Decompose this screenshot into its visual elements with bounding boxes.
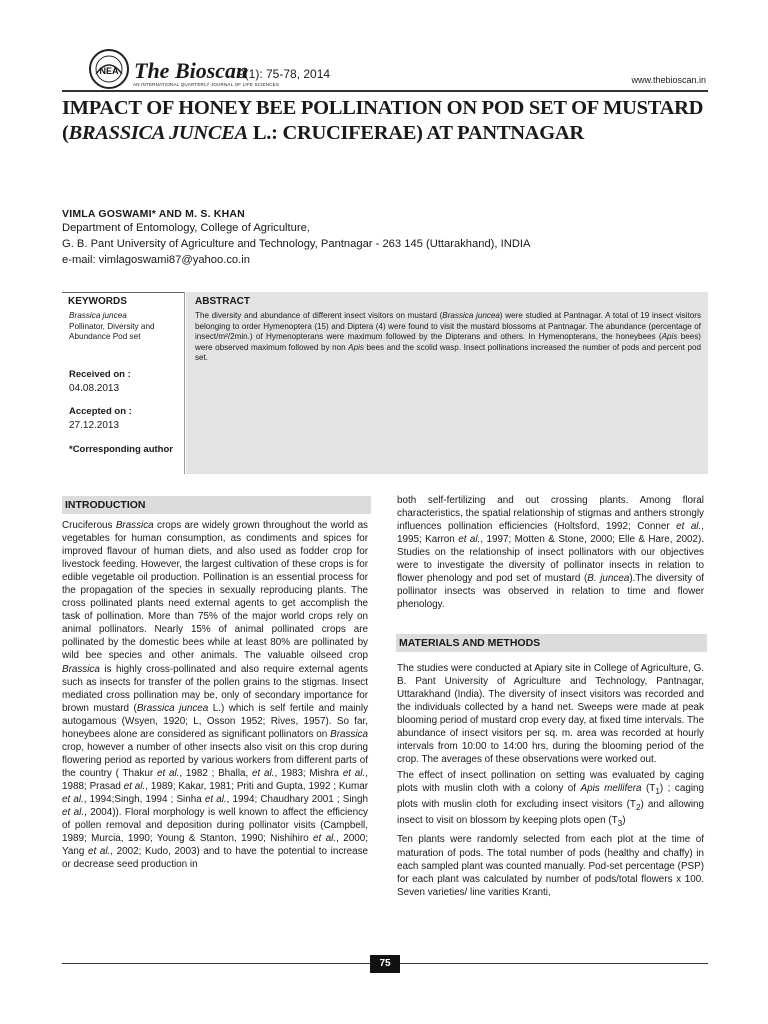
authors: VIMLA GOSWAMI* AND M. S. KHAN <box>62 208 245 220</box>
affiliation-university: G. B. Pant University of Agriculture and Technology, Pantnagar - 263 145 (Uttarakhand), INDIA <box>62 238 531 250</box>
accepted-date: 27.12.2013 <box>69 420 120 431</box>
received-date: 04.08.2013 <box>69 383 120 394</box>
section-heading-introduction: INTRODUCTION <box>62 496 371 514</box>
keywords-heading: KEYWORDS <box>68 296 127 307</box>
author-email[interactable]: e-mail: vimlagoswami87@yahoo.co.in <box>62 254 250 266</box>
journal-issue: 9(1): 75-78, 2014 <box>238 67 331 81</box>
journal-website[interactable]: www.thebioscan.in <box>631 75 706 85</box>
section-heading-materials-methods: MATERIALS AND METHODS <box>396 634 707 652</box>
article-title: IMPACT OF HONEY BEE POLLINATION ON POD SET OF MUSTARD (BRASSICA JUNCEA L.: CRUCIFERAE) AT PANTNAGAR <box>62 97 704 144</box>
abstract-text: The diversity and abundance of different insect visitors on mustard (Brassica juncea) were studied at Pantnagar. A total of 19 insect visitors belonging to order Hymenoptera (15) and Diptera (4) were found to visit the mustard blossoms at Pantnagar. The abundance (percentage of insect/m²/2min.) of Hymenopterans were maximum followed by the Dipterans and others. In Hymenopterans, the honeybees (Apis bees) were observed maximum followed by non Apis bees and the scolid wasp. Insect pollinations increased the number of pods and percent pod set. <box>195 311 702 363</box>
page-number: 75 <box>370 955 400 973</box>
header-rule <box>62 90 708 92</box>
abstract-heading: ABSTRACT <box>195 296 250 307</box>
corresponding-author-note: *Corresponding author <box>69 444 173 455</box>
introduction-continued-text: both self-fertilizing and out crossing plants. Among floral characteristics, the spatial relationship of stigmas and anthers strongly influences pollination efficiencies (Holtsford, 1992; Conner et al., 1995; Karron et al., 1997; Motten & Stone, 2000; Elle & Hare, 2002). Studies on the relationship of insect pollinators with our objectives were to investigate the diversity of pollinator insects in relation to flower phenology and pod set of mustard (B. juncea).The diversity of pollinator insects was observed in relation to time and flower phenology. <box>397 495 704 611</box>
accepted-label: Accepted on : <box>69 406 132 417</box>
affiliation-department: Department of Entomology, College of Agriculture, <box>62 222 310 234</box>
keywords-list: Brassica juncea Pollinator, Diversity and Abundance Pod set <box>69 311 155 341</box>
introduction-text: Cruciferous Brassica crops are widely grown throughout the world as vegetables for human consumption, as condiments and spices for improved flavour of human diets, and also used as fodder crop for livestock feeding. However, the largest cultivation of these crops is for edible vegetable oil production. Pollination is an essential process for the propagation of the species in sexually reproducing plants. The cross pollinated plants need external agents to get accomplish the task of pollination. More than 75% of the major world crops rely on animal pollinators. Nearly 15% of animal pollinated crops are pollinated by the domestic bees while at least 80% are pollinated by wild bee species and other animals. The valuable oilseed crop Brassica is highly cross-pollinated and also require external agents such as insects for transfer of the pollen grains to the stigmas. Insect mediated cross pollination may be, only of secondary importance for brown mustard (Brassica juncea L.) which is self fertile and mainly autogamous (Wsyen, 1920; L, Osson 1952; Rives, 1957). So far, honeybees alone are considered as significant pollinators on Brassica crop, however a number of other insects also visit on this crop during flowering period as reported by various workers from different parts of the country ( Thakur et al., 1982 ; Bhalla, et al., 1983; Mishra et al., 1988; Prasad et al., 1989; Kakar, 1981; Priti and Gupta, 1992 ; Kumar et al., 1994;Singh, 1994 ; Sinha et al., 1994; Chaudhary 2001 ; Singh et al., 2004)). Floral morphology is well known to affect the efficiency of pollen removal and deposition during pollinator visits (Campbell, 1989; Murcia, 1990; Young & Stanton, 1990; Nishihiro et al., 2000; Yang et al., 2002; Kudo, 2003) and to have the potential to increase or decrease seed production in <box>62 520 369 871</box>
keywords-top-rule <box>62 292 184 293</box>
received-label: Received on : <box>69 369 131 380</box>
journal-tagline: AN INTERNATIONAL QUARTERLY JOURNAL OF LIFE SCIENCES <box>133 82 280 87</box>
materials-methods-text: The studies were conducted at Apiary site in College of Agriculture, G. B. Pant University of Agriculture and Technology, Pantnagar, Uttarakhand (India). The diversity of insect visitors was recorded and the individuals collected by a hand net. Sweeps were made at peak blooming period of mustard crop every day, at fixed time intervals. The abundance of insect visitors per sq. m. area was recorded at hourly intervals from 10:00 to 14:00 hrs, during the blooming period of the crop. The averages of these observations were worked out. The effect of insect pollination on setting was evaluated by caging plots with muslin cloth with a colony of Apis mellifera $(T_1)$ ; caging plots with muslin cloth for excluding insect visitors $(T_2)$ and allowing insect to visit on blossom by keeping plots open $(T_3)$ Ten plants were randomly selected from each plot at the time of maturation of pods. The total number of pods (healthy and chaffy) in each sampled plant was counted manually. Pod-set percentage (PSP) for each plant was calculated by number of pods/total flowers x 100. Seven varieties/ line varities Kranti, <box>397 663 705 898</box>
journal-name: The Bioscan <box>134 58 249 83</box>
svg-text:NEA: NEA <box>99 66 119 76</box>
journal-logo <box>88 48 130 90</box>
